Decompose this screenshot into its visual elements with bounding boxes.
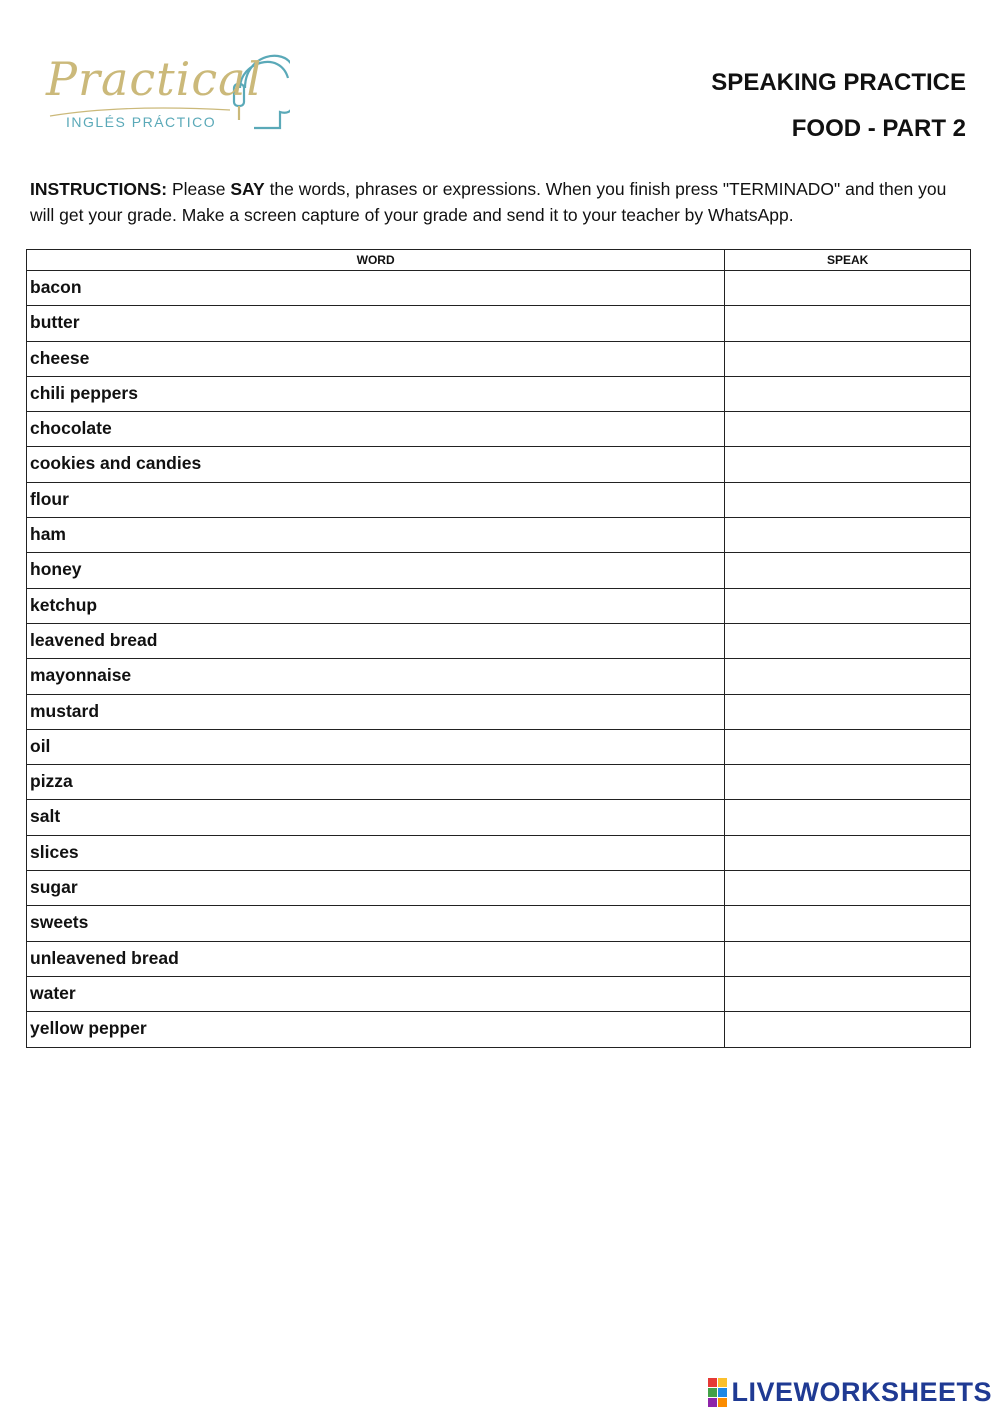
- logo-script-text: Practical: [46, 52, 263, 106]
- table-row: [27, 729, 971, 764]
- speak-cell[interactable]: [725, 1012, 971, 1047]
- title-line-1: SPEAKING PRACTICE: [711, 69, 966, 96]
- instructions-text-2: the words, phrases or expressions. When you finish press "TERMINADO" and then you will get your grade. Make a screen capture of your grade and send it to your teacher by WhatsApp.: [30, 179, 947, 225]
- logo: [40, 48, 290, 138]
- table-row: [27, 518, 971, 553]
- word-cell: pizza: [27, 765, 725, 800]
- instructions: [30, 176, 970, 228]
- table-row: [27, 376, 971, 411]
- table-row: [27, 447, 971, 482]
- icon-square: [718, 1398, 727, 1407]
- table-row: [27, 588, 971, 623]
- table-row: [27, 765, 971, 800]
- table-header-row: [27, 250, 971, 271]
- table-row: [27, 306, 971, 341]
- speak-cell[interactable]: [725, 941, 971, 976]
- speak-cell[interactable]: [725, 729, 971, 764]
- word-cell: cheese: [27, 341, 725, 376]
- icon-square: [708, 1378, 717, 1387]
- word-cell: yellow pepper: [27, 1012, 725, 1047]
- logo-subtitle: INGLÉS PRÁCTICO: [66, 114, 217, 130]
- speak-cell[interactable]: [725, 341, 971, 376]
- speak-cell[interactable]: [725, 306, 971, 341]
- table-row: [27, 412, 971, 447]
- speak-cell[interactable]: [725, 518, 971, 553]
- column-header-speak: SPEAK: [725, 250, 971, 271]
- icon-square: [708, 1398, 717, 1407]
- instructions-text-1: Please: [167, 179, 231, 199]
- footer-brand-text: LIVEWORKSHEETS: [731, 1376, 992, 1407]
- word-cell: unleavened bread: [27, 941, 725, 976]
- table-row: [27, 976, 971, 1011]
- instructions-emphasis: SAY: [230, 179, 265, 199]
- speak-cell[interactable]: [725, 800, 971, 835]
- word-cell: mustard: [27, 694, 725, 729]
- instructions-label: INSTRUCTIONS:: [30, 179, 168, 199]
- table-row: [27, 482, 971, 517]
- table-row: [27, 906, 971, 941]
- title-line-2: FOOD - PART 2: [791, 115, 966, 142]
- speak-cell[interactable]: [725, 482, 971, 517]
- speak-cell[interactable]: [725, 659, 971, 694]
- speak-cell[interactable]: [725, 412, 971, 447]
- speak-cell[interactable]: [725, 765, 971, 800]
- word-cell: leavened bread: [27, 623, 725, 658]
- word-cell: flour: [27, 482, 725, 517]
- table-row: [27, 871, 971, 906]
- speak-cell[interactable]: [725, 553, 971, 588]
- table-row: [27, 835, 971, 870]
- word-cell: sugar: [27, 871, 725, 906]
- word-cell: chili peppers: [27, 376, 725, 411]
- table-row: [27, 553, 971, 588]
- speak-cell[interactable]: [725, 976, 971, 1011]
- speak-cell[interactable]: [725, 447, 971, 482]
- table-row: [27, 694, 971, 729]
- word-cell: oil: [27, 729, 725, 764]
- page-title: [711, 60, 966, 152]
- table-row: [27, 1012, 971, 1047]
- speak-cell[interactable]: [725, 588, 971, 623]
- speak-cell[interactable]: [725, 906, 971, 941]
- word-cell: bacon: [27, 271, 725, 306]
- speak-cell[interactable]: [725, 623, 971, 658]
- icon-square: [708, 1388, 717, 1397]
- table-row: [27, 659, 971, 694]
- liveworksheets-icon: [708, 1378, 727, 1407]
- table-row: [27, 341, 971, 376]
- speak-cell[interactable]: [725, 694, 971, 729]
- word-cell: slices: [27, 835, 725, 870]
- column-header-word: WORD: [27, 250, 725, 271]
- speak-cell[interactable]: [725, 271, 971, 306]
- footer-brand: [708, 1377, 992, 1407]
- speak-cell[interactable]: [725, 376, 971, 411]
- word-cell: cookies and candies: [27, 447, 725, 482]
- icon-square: [718, 1388, 727, 1397]
- word-cell: butter: [27, 306, 725, 341]
- word-cell: chocolate: [27, 412, 725, 447]
- table-row: [27, 800, 971, 835]
- table-row: [27, 941, 971, 976]
- speak-cell[interactable]: [725, 835, 971, 870]
- word-cell: ham: [27, 518, 725, 553]
- word-cell: ketchup: [27, 588, 725, 623]
- table-row: [27, 623, 971, 658]
- word-cell: sweets: [27, 906, 725, 941]
- icon-square: [718, 1378, 727, 1387]
- table-row: [27, 271, 971, 306]
- word-table: [26, 249, 971, 1048]
- speak-cell[interactable]: [725, 871, 971, 906]
- word-cell: water: [27, 976, 725, 1011]
- word-cell: honey: [27, 553, 725, 588]
- word-cell: salt: [27, 800, 725, 835]
- word-cell: mayonnaise: [27, 659, 725, 694]
